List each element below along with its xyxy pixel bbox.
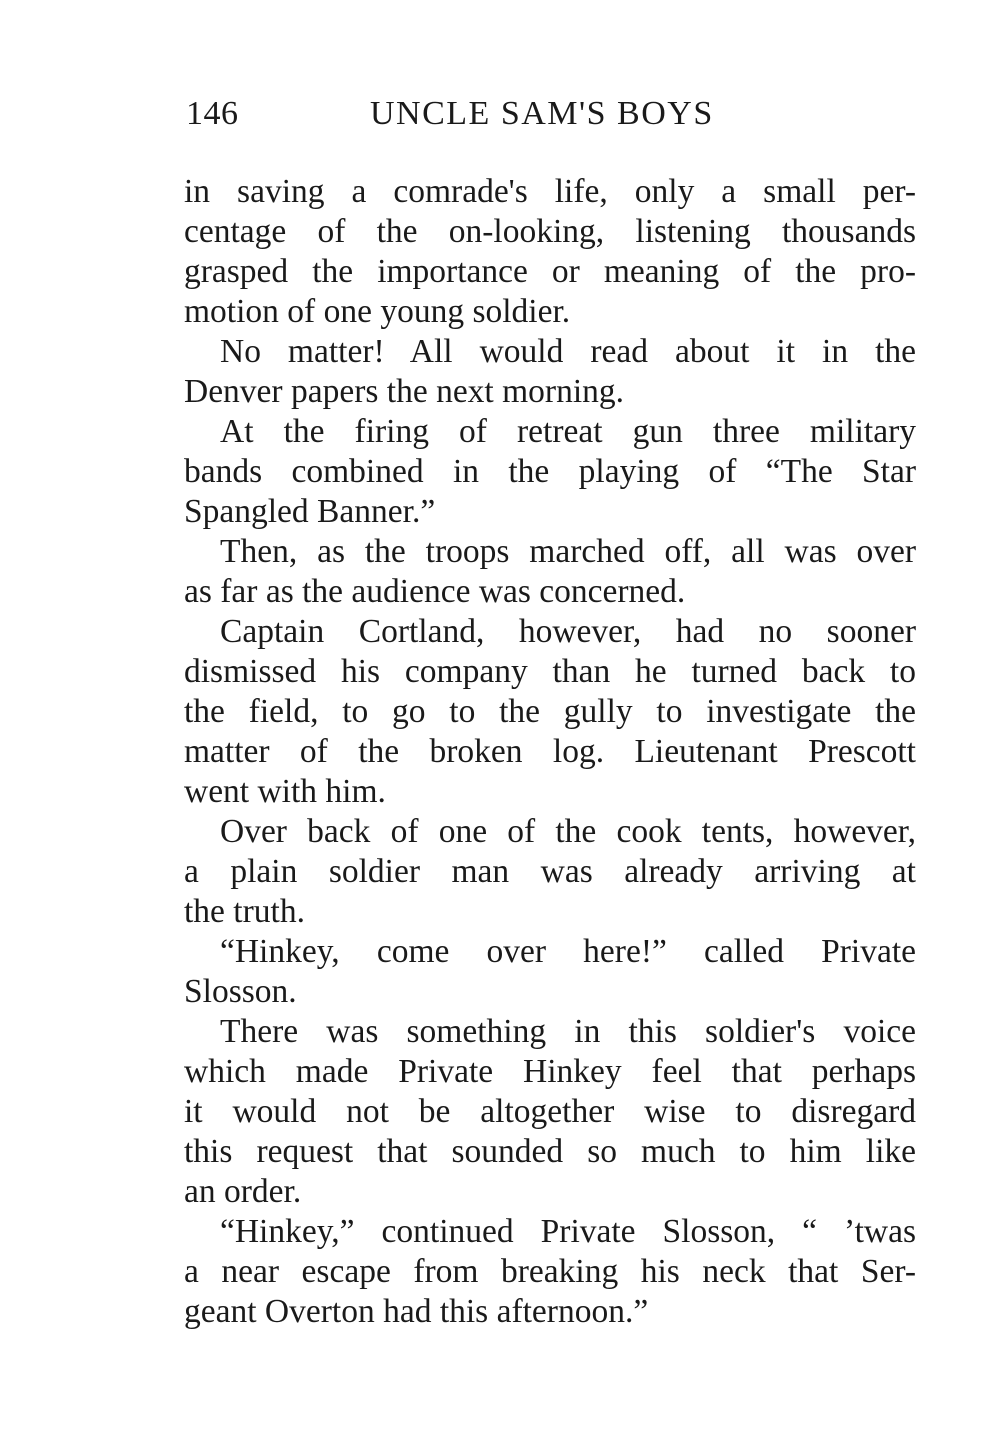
page-number: 146 xyxy=(186,95,239,132)
text-line: Slosson. xyxy=(184,973,297,1010)
text-line: Captain Cortland, however, had no sooner xyxy=(220,613,916,650)
text-line: matter of the broken log. Lieutenant Prescott xyxy=(184,733,916,770)
text-line: Then, as the troops marched off, all was over xyxy=(220,533,916,570)
text-line: an order. xyxy=(184,1173,302,1210)
text-line: “Hinkey, come over here!” called Private xyxy=(220,933,916,970)
text-line: went with him. xyxy=(184,773,386,810)
text-line: “Hinkey,” continued Private Slosson, “ ’twas xyxy=(220,1213,916,1250)
text-line: Spangled Banner.” xyxy=(184,493,436,530)
page-header xyxy=(186,92,746,136)
text-line: the truth. xyxy=(184,893,305,930)
running-head: UNCLE SAM'S BOYS xyxy=(370,95,714,132)
paragraph xyxy=(184,532,916,612)
paragraph xyxy=(184,332,916,412)
text-line: Denver papers the next morning. xyxy=(184,373,625,410)
paragraph xyxy=(184,172,916,332)
body-text xyxy=(184,172,916,1332)
text-line: At the firing of retreat gun three military xyxy=(220,413,916,450)
text-line: bands combined in the playing of “The Star xyxy=(184,453,916,490)
text-line: There was something in this soldier's voice xyxy=(220,1013,916,1050)
text-line: in saving a comrade's life, only a small per- xyxy=(184,173,916,210)
text-line: motion of one young soldier. xyxy=(184,293,571,330)
paragraph xyxy=(184,932,916,1012)
text-line: Over back of one of the cook tents, however, xyxy=(220,813,916,850)
paragraph xyxy=(184,1212,916,1332)
paragraph xyxy=(184,412,916,532)
text-line: it would not be altogether wise to disregard xyxy=(184,1093,916,1130)
text-line: a plain soldier man was already arriving at xyxy=(184,853,916,890)
text-line: as far as the audience was concerned. xyxy=(184,573,686,610)
text-line: geant Overton had this afternoon.” xyxy=(184,1293,649,1330)
text-line: dismissed his company than he turned back to xyxy=(184,653,916,690)
text-line: grasped the importance or meaning of the pro- xyxy=(184,253,916,290)
text-line: this request that sounded so much to him like xyxy=(184,1133,916,1170)
text-line: which made Private Hinkey feel that perhaps xyxy=(184,1053,916,1090)
paragraph xyxy=(184,612,916,812)
text-line: centage of the on-looking, listening thousands xyxy=(184,213,916,250)
paragraph xyxy=(184,1012,916,1212)
text-line: No matter! All would read about it in the xyxy=(220,333,916,370)
text-line: a near escape from breaking his neck that Ser- xyxy=(184,1253,916,1290)
paragraph xyxy=(184,812,916,932)
text-line: the field, to go to the gully to investigate the xyxy=(184,693,916,730)
